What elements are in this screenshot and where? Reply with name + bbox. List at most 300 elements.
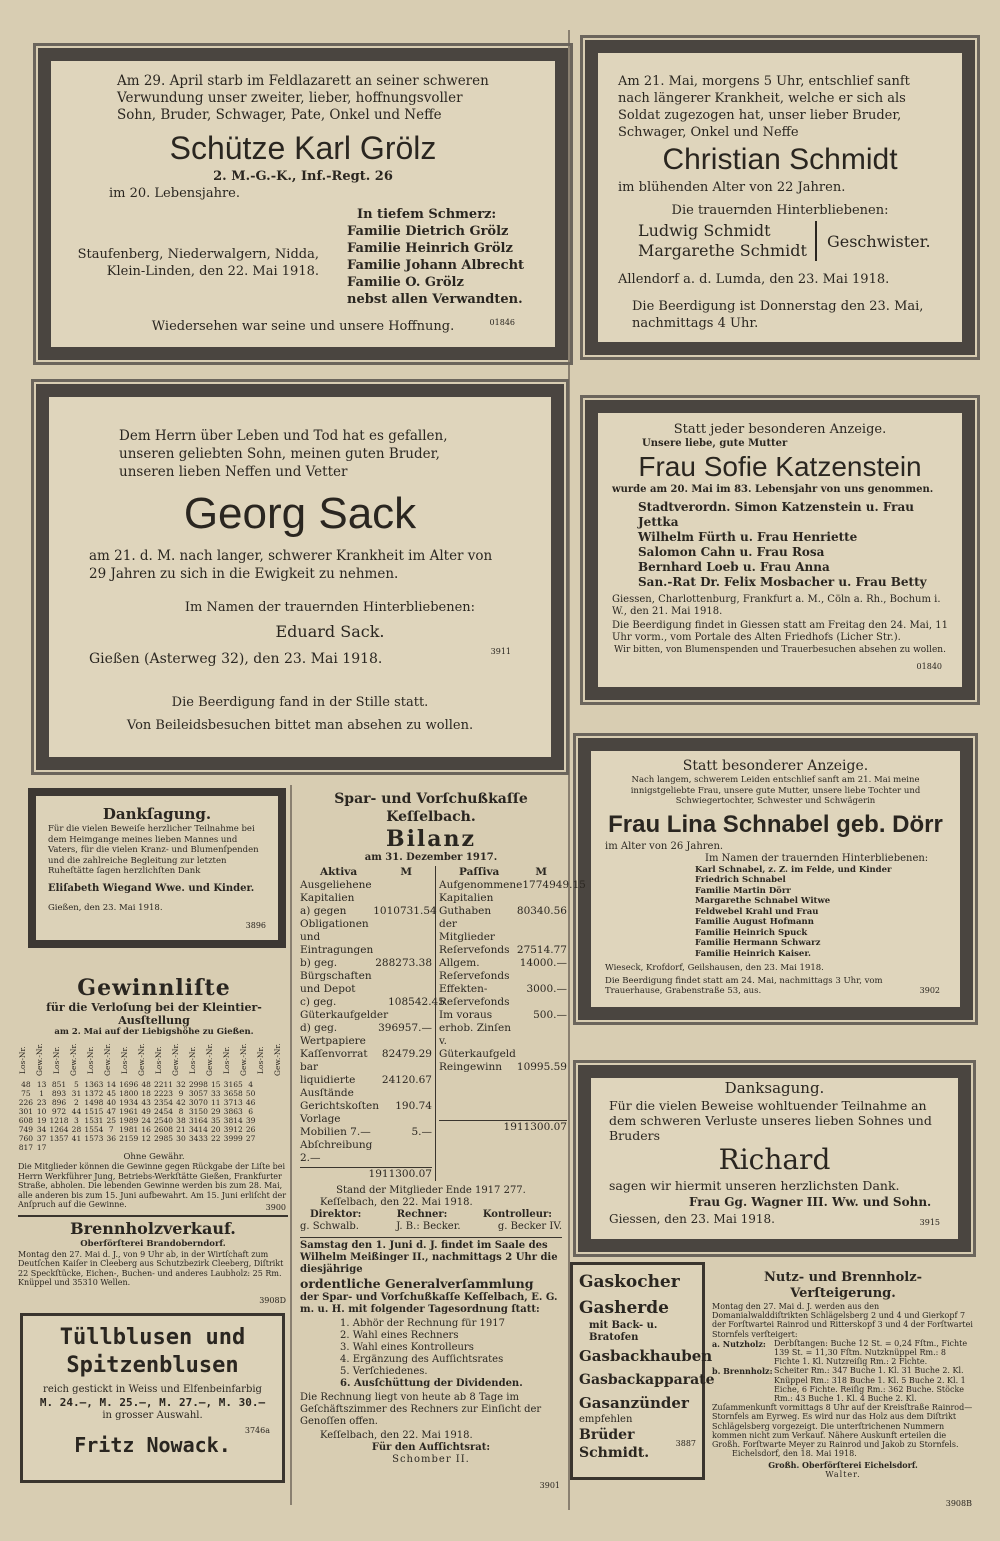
prize-rows <box>18 1080 290 1152</box>
ad-code: 3908B <box>945 1499 972 1508</box>
prize-table <box>18 1040 290 1080</box>
board-name: Schomber II. <box>392 1454 470 1465</box>
prize-cell: 1531 <box>84 1115 104 1125</box>
mourner: Familie August Hofmann <box>695 917 814 927</box>
ad-date: am 2. Mai auf der Liebigshöhe zu Gießen. <box>54 1027 254 1037</box>
passiva-column <box>436 866 586 1181</box>
prize-cell: 3912 <box>223 1124 243 1134</box>
prize-cell <box>189 1143 208 1152</box>
prize-cell: 43 <box>141 1097 151 1107</box>
aktiva-row <box>300 1100 432 1126</box>
prize-cell: 45 <box>106 1088 117 1098</box>
deceased-name: Georg Sack <box>183 489 417 538</box>
prize-cell: 4 <box>248 1079 254 1089</box>
prize-cell: 46 <box>245 1097 256 1107</box>
brennholz-versteigerung <box>708 1270 978 1510</box>
prize-cell: 39 <box>245 1115 256 1125</box>
obituary-intro: Nach langem, schwerem Leiden entschlief sanft am 21. Mai meine innigstgeliebte Frau, unsere gute Mutter, unsere liebe Tochter und Schwiegertochter, Schwester und Schwägerin <box>630 775 921 806</box>
treasurer: J. B.: Becker. <box>396 1221 461 1232</box>
row-label: Allgem. Reſervefonds <box>439 957 510 982</box>
mourner: Bernhard Loeb u. Frau Anna <box>638 560 830 574</box>
prize-cell: 2354 <box>153 1097 174 1107</box>
place-date: Klein-Linden, den 22. Mai 1918. <box>106 264 319 279</box>
prize-cell: 1218 <box>49 1115 69 1125</box>
prize-cell: 40 <box>106 1097 117 1107</box>
passiva-row <box>439 944 567 957</box>
prize-cell: 23 <box>36 1097 47 1107</box>
ad-text: Für die vielen Beweiſe herzlicher Teilnahme bei dem Heimgange meines lieben Mannes und Vaters, für die vielen Kranz- und Blumenſpenden und die zahlreiche Begleitung zur letzten Ruheſtätte ſagen herzlichſten Dank <box>48 824 259 876</box>
prize-cell <box>259 1089 275 1098</box>
ad-title: Nutz- und Brennholz-Verſteigerung. <box>763 1270 922 1301</box>
currency: M <box>400 866 412 878</box>
prize-cell: 3658 <box>223 1088 243 1098</box>
prize-cell: 3863 <box>223 1106 243 1116</box>
mourner: Familie O. Grölz <box>347 275 464 290</box>
row-label: Reſervefonds <box>439 944 510 956</box>
prize-cell <box>274 1107 290 1116</box>
row-value: 190.74 <box>395 1100 432 1112</box>
prize-cell: 1363 <box>84 1079 104 1089</box>
obituary-georg-sack <box>36 384 564 770</box>
prize-cell: 44 <box>71 1106 82 1116</box>
mourner: San.-Rat Dr. Felix Mosbacher u. Frau Betty <box>638 575 927 589</box>
brennholzverkauf <box>18 1215 288 1305</box>
prize-cell: 49 <box>141 1106 151 1116</box>
prize-cell <box>173 1143 189 1152</box>
col-header: Los-Nr. <box>154 1045 163 1074</box>
col-header: Los-Nr. <box>86 1045 95 1074</box>
obituary-text: am 21. d. M. nach langer, schwerer Krankheit im Alter von 29 Jahren zu sich in die Ewigkeit zu nehmen. <box>89 548 493 582</box>
members: Stand der Mitglieder Ende 1917 277. <box>336 1185 526 1196</box>
prize-cell: 749 <box>18 1124 34 1134</box>
prize-cell <box>69 1143 85 1152</box>
prize-cell <box>259 1143 275 1152</box>
danksagung-wiegand <box>28 788 286 948</box>
col-header: Los-Nr. <box>120 1045 129 1074</box>
prize-cell: 1372 <box>84 1088 104 1098</box>
prize-cell: 3165 <box>223 1079 243 1089</box>
prize-cell: 2608 <box>153 1124 174 1134</box>
row-value: 27514.77 <box>516 944 567 956</box>
ad-code: 3901 <box>539 1481 560 1490</box>
prize-cell: 893 <box>51 1088 67 1098</box>
prize-cell <box>274 1116 290 1125</box>
passiva-row <box>439 905 567 944</box>
prize-cell <box>224 1143 243 1152</box>
place-date: Eichelsdorf, den 18. Mai 1918. <box>732 1449 857 1459</box>
row-label: Aufgenommene Kapitalien <box>439 879 523 904</box>
mourner: Karl Schnabel, z. Z. im Felde, und Kinder <box>695 864 892 875</box>
prize-cell: 13 <box>36 1079 47 1089</box>
row-label: Guthaben der Mitglieder <box>439 905 495 943</box>
prize-cell: 2159 <box>119 1133 139 1143</box>
prize-cell: 19 <box>36 1115 47 1125</box>
ad-text: in grosser Auswahl. <box>102 1410 203 1421</box>
row-label: d) geg. Wertpapiere <box>300 1022 366 1047</box>
mourner: Wilhelm Fürth u. Frau Henriette <box>638 530 858 544</box>
prize-cell: 6 <box>248 1106 254 1116</box>
no-warranty: Ohne Gewähr. <box>123 1151 185 1162</box>
total: 1911300.07 <box>503 1121 567 1133</box>
row-value: 5.— <box>411 1126 432 1138</box>
prize-cell <box>259 1107 275 1116</box>
ad-text: reich gestickt in Weiss und Elfenbeinfarbig <box>43 1384 262 1395</box>
prize-cell: 42 <box>176 1097 186 1107</box>
prize-cell: 30 <box>176 1133 186 1143</box>
col-header: Gew.-Nr. <box>205 1043 214 1076</box>
prize-cell: 3713 <box>223 1097 243 1107</box>
prize-cell: 3 <box>74 1115 79 1125</box>
mourner: nebst allen Verwandten. <box>347 292 523 307</box>
col-header: Gew.-Nr. <box>35 1043 44 1076</box>
aktiva-column <box>300 866 445 1181</box>
mourner: Familie Heinrich Spuck <box>695 927 808 938</box>
prize-cell: 21 <box>176 1124 186 1134</box>
prize-cell: 972 <box>51 1106 67 1116</box>
place-date: Gießen (Asterweg 32), den 23. Mai 1918. <box>89 651 383 667</box>
regiment: 2. M.-G.-K., Inf.-Regt. 26 <box>213 169 393 184</box>
aktiva-row <box>300 879 432 905</box>
prize-cell: 26 <box>245 1124 256 1134</box>
prize-cell: 9 <box>178 1088 184 1098</box>
prize-cell: 1 <box>39 1088 44 1098</box>
shop-name: Fritz Nowack. <box>74 1433 231 1457</box>
prize-cell: 2 <box>74 1097 79 1107</box>
row-label: liquidierte Ausſtände <box>300 1074 356 1099</box>
row-value: 3000.— <box>526 983 567 995</box>
ad-subtitle: für die Verloſung bei der Kleintier-Ausſtellung <box>46 1001 262 1027</box>
prize-cell: 1934 <box>119 1097 139 1107</box>
agenda-item: 4. Ergänzung des Aufſichtsrates <box>340 1354 504 1365</box>
signer: Frau Gg. Wagner III. Ww. und Sohn. <box>689 1195 932 1209</box>
prize-cell <box>259 1134 275 1143</box>
ad-code: 3746a <box>244 1426 270 1435</box>
col-header: Los-Nr. <box>222 1045 231 1074</box>
obituary-intro: Am 21. Mai, morgens 5 Uhr, entschlief sanft nach längerer Krankheit, welche er sich als Soldat zugezogen hat, unser lieber Bruder, Schwager, Onkel und Neffe <box>618 74 910 140</box>
bilanz-heading: Bilanz <box>385 826 477 852</box>
prize-cell: 8 <box>178 1106 184 1116</box>
prize-cell: 1800 <box>119 1088 139 1098</box>
prize-cell: 27 <box>245 1133 256 1143</box>
prize-cell <box>274 1143 290 1152</box>
tuellblusen-ad <box>20 1313 285 1483</box>
deceased-name: Frau Sofie Katzenstein <box>638 451 922 482</box>
ad-headline: Tüllblusen und <box>59 1325 246 1350</box>
row-value: 1010731.54 <box>373 905 437 917</box>
shop-name: Brüder Schmidt. <box>579 1427 650 1461</box>
currency: M <box>535 866 547 878</box>
prize-cell <box>274 1080 290 1089</box>
role-label: Rechner: <box>396 1209 448 1220</box>
passiva-row <box>439 957 567 983</box>
prize-cell <box>274 1098 290 1107</box>
prize-cell: 28 <box>71 1124 82 1134</box>
prize-cell: 301 <box>18 1106 34 1116</box>
prize-cell: 3164 <box>188 1115 208 1125</box>
ad-subtitle: Oberförſterei Brandoberndorf. <box>80 1239 226 1249</box>
prize-cell: 1498 <box>84 1097 104 1107</box>
agenda-item: 1. Abhör der Rechnung für 1917 <box>340 1318 505 1329</box>
mourner: Familie Heinrich Kaiser. <box>695 948 811 959</box>
passiva-row <box>439 1009 567 1061</box>
prize-cell <box>259 1125 275 1134</box>
funeral-notice: Die Beerdigung findet in Giessen statt am Freitag den 24. Mai, 11 Uhr vorm., vom Portale des Alten Friedhofs (Licher Str.). <box>612 620 948 643</box>
obituary-lina-schnabel <box>578 738 973 1020</box>
mourners-heading: In tiefem Schmerz: <box>357 207 497 222</box>
ad-title: Brennholzverkauf. <box>70 1219 236 1238</box>
section-text: Scheiter Rm.: 347 Buche 1. Kl. 31 Buche 2. Kl. Knüppel Rm.: 318 Buche 1. Kl. 5 Buche 2. Kl. 1 Eiche, 6 Fichte. Reiſig Rm.: 362 Buche. Stöcke Rm.: 43 Buche 1. Kl. 4 Buche 2. Kl. <box>774 1366 966 1404</box>
ad-code: 01840 <box>916 662 942 671</box>
aktiva-row <box>300 996 445 1022</box>
agenda-item: 3. Wahl eines Kontrolleurs <box>340 1342 474 1353</box>
prices: M. 24.—, M. 25.—, M. 27.—, M. 30.— <box>39 1396 266 1409</box>
prize-cell: 1696 <box>119 1079 139 1089</box>
prize-cell: 50 <box>245 1088 256 1098</box>
agenda-item: 6. Ausſchüttung der Dividenden. <box>340 1378 523 1389</box>
prize-cell: 1515 <box>84 1106 104 1116</box>
prize-cell: 15 <box>211 1079 221 1089</box>
prize-cell: 2454 <box>153 1106 174 1116</box>
prize-cell: 1981 <box>119 1124 139 1134</box>
signer: Eduard Sack. <box>275 622 385 641</box>
col-header: Los-Nr. <box>52 1045 61 1074</box>
prize-cell: 3150 <box>188 1106 208 1116</box>
row-label: Im voraus erhob. Zinſen v. Güterkaufgeld <box>439 1009 516 1060</box>
prize-cell: 22 <box>211 1133 221 1143</box>
row-label: Effekten-Reſervefonds <box>439 983 510 1008</box>
prize-cell <box>274 1089 290 1098</box>
passiva-row <box>439 879 586 905</box>
meeting-notice: Samstag den 1. Juni d. J. findet im Saale des Wilhelm Meißinger II., nachmittags 2 Uhr die diesjährige <box>300 1240 558 1275</box>
ad-title: Dankſagung. <box>102 805 212 823</box>
aktiva-label: Aktiva <box>320 866 358 878</box>
aktiva-row <box>300 1074 432 1100</box>
obituary-sofie-katzenstein <box>585 400 975 700</box>
prize-cell: 48 <box>141 1079 151 1089</box>
sparkasse-bilanz <box>296 790 586 1510</box>
product: Gasbackhauben <box>579 1347 713 1365</box>
total: 1911300.07 <box>368 1168 432 1180</box>
product: Gasherde <box>579 1298 669 1318</box>
prize-cell: 1961 <box>119 1106 139 1116</box>
row-value: 500.— <box>533 1009 567 1021</box>
prize-cell: 2985 <box>153 1133 174 1143</box>
prize-cell: 33 <box>211 1088 221 1098</box>
row-label: Mobilien 7.— Abſchreibung 2.— <box>300 1126 373 1164</box>
col-header: Gew.-Nr. <box>171 1043 180 1076</box>
prize-cell: 817 <box>18 1142 34 1152</box>
mourner: Feldwebel Krahl und Frau <box>695 906 819 917</box>
prize-cell: 2211 <box>153 1079 174 1089</box>
section-label: a. Nutzholz: <box>712 1338 766 1349</box>
prize-cell: 17 <box>36 1142 47 1152</box>
row-label: c) geg. Güterkaufgelder <box>300 996 389 1021</box>
section-text: Derbſtangen: Buche 12 St. = 0,24 Fſtm., Fichte 139 St. = 11,30 Fſtm. Nutzknüppel Rm.: 8 Fichte 1. Kl. Nutzreiſig Rm.: 2 Fichte. <box>774 1338 968 1367</box>
column-divider-left <box>290 785 292 1505</box>
meeting-of: der Spar- und Vorſchußkaſſe Keſſelbach, E. G. m. u. H. mit folgender Tagesordnung ſtatt: <box>300 1292 558 1315</box>
ad-code: 3915 <box>919 1218 940 1227</box>
mourner: Familie Hermann Schwarz <box>695 938 821 948</box>
ad-text: Die Rechnung liegt von heute ab 8 Tage im Geſchäftszimmer des Rechners zur Einſicht der Genoſſen offen. <box>300 1392 542 1427</box>
signer: Eliſabeth Wiegand Wwe. und Kinder. <box>48 882 255 894</box>
row-value: 24120.67 <box>381 1074 432 1086</box>
product: Gasanzünder <box>579 1394 689 1412</box>
agenda-item: 2. Wahl eines Rechners <box>340 1330 459 1341</box>
ad-code: 3887 <box>675 1439 696 1448</box>
obituary-karl-groelz <box>38 48 568 360</box>
row-label: Gerichtskoſten Vorlage <box>300 1100 379 1125</box>
col-header: Gew.-Nr. <box>103 1043 112 1076</box>
row-value: 82479.29 <box>381 1048 432 1060</box>
funeral-notice: Die Beerdigung findet statt am 24. Mai, nachmittags 3 Uhr, vom Trauerhause, Grabenstraße 53, aus. <box>605 975 883 996</box>
funeral-notice: Die Beerdigung ist Donnerstag den 23. Mai, nachmittags 4 Uhr. <box>632 299 924 331</box>
prize-cell: 608 <box>18 1115 34 1125</box>
prize-cell: 18 <box>141 1088 151 1098</box>
prize-cell: 851 <box>51 1079 67 1089</box>
col-header: Gew.-Nr. <box>137 1043 146 1076</box>
mourner: Familie Martin Dörr <box>695 885 791 896</box>
place-date: Gießen, den 23. Mai 1918. <box>48 902 163 913</box>
sibling: Margarethe Schmidt <box>638 241 807 260</box>
prize-cell: 3433 <box>188 1133 208 1143</box>
prize-cell: 48 <box>21 1079 31 1089</box>
prize-cell: 24 <box>141 1115 151 1125</box>
place-line: Staufenberg, Niederwalgern, Nidda, <box>77 247 319 262</box>
prize-cell: 1989 <box>119 1115 139 1125</box>
prize-cell: 14 <box>106 1079 117 1089</box>
prize-cell <box>119 1143 138 1152</box>
recommend: empfehlen <box>579 1414 633 1425</box>
board-label: Für den Aufſichtsrat: <box>371 1442 491 1453</box>
prize-cell <box>243 1143 259 1152</box>
obituary-text: wurde am 20. Mai im 83. Lebensjahr von uns genommen. <box>612 484 934 495</box>
obituary-intro: Am 29. April starb im Feldlazarett an seiner schweren Verwundung unser zweiter, lieber, hoffnungsvoller Sohn, Bruder, Schwager, Pate, Onkel und Neffe <box>117 73 489 123</box>
prize-cell: 41 <box>71 1133 82 1143</box>
passiva-label: Paſſiva <box>459 866 500 878</box>
prize-cell: 896 <box>51 1097 67 1107</box>
prize-cell: 29 <box>211 1106 221 1116</box>
row-value: 14000.— <box>519 957 567 969</box>
row-value: 10995.59 <box>516 1061 567 1073</box>
row-label: a) gegen Obligationen und Eintragungen <box>300 905 374 956</box>
age: im Alter von 26 Jahren. <box>605 840 724 852</box>
ad-code: 3900 <box>265 1203 286 1212</box>
prize-cell: 47 <box>106 1106 117 1116</box>
agenda-item: 5. Verſchiedenes. <box>340 1366 428 1377</box>
prize-cell: 36 <box>106 1133 117 1143</box>
meeting-title: ordentliche Generalverſammlung <box>300 1276 534 1291</box>
prize-cell: 1357 <box>49 1133 69 1143</box>
ad-header: Statt besonderer Anzeige. <box>682 758 869 774</box>
deceased-name: Richard <box>718 1143 831 1176</box>
ad-code: 01846 <box>489 318 515 327</box>
prize-cell <box>259 1116 275 1125</box>
col-header: Gew.-Nr. <box>273 1043 282 1076</box>
role-label: Kontrolleur: <box>482 1209 552 1220</box>
mourners-heading: Im Namen der trauernden Hinterbliebenen: <box>184 600 476 615</box>
place-date: Allendorf a. d. Lumda, den 23. Mai 1918. <box>618 272 890 287</box>
prize-cell <box>259 1080 275 1089</box>
place-date: Giessen, Charlottenburg, Frankfurt a. M., Cöln a. Rh., Bochum i. W., den 21. Mai 1918. <box>612 594 941 617</box>
thanks: sagen wir hiermit unseren herzlichsten Dank. <box>609 1178 900 1193</box>
col-header: Los-Nr. <box>188 1045 197 1074</box>
place-date: Keſſelbach, den 22. Mai 1918. <box>320 1430 473 1441</box>
deceased-name: Schütze Karl Grölz <box>169 130 437 166</box>
prize-cell: 20 <box>211 1124 221 1134</box>
prize-cell <box>274 1125 290 1134</box>
prize-cell: 75 <box>21 1088 31 1098</box>
row-value: 1774949.15 <box>522 879 586 891</box>
prize-cell: 5 <box>74 1079 79 1089</box>
aktiva-row <box>300 1048 432 1074</box>
mourner: Salomon Cahn u. Frau Rosa <box>638 545 825 559</box>
col-header: Gew.-Nr. <box>69 1043 78 1076</box>
row-value: 396957.— <box>378 1022 432 1034</box>
age: im 20. Lebensjahre. <box>109 186 241 201</box>
office-name: Walter. <box>825 1470 861 1480</box>
ad-text: Montag den 27. Mai d. J. werden aus den Domanialwalddiſtrikten Schlägelsberg 2 und 4 und Gierkopf 7 der Forſtwartei Rainrod und Ritterskopf 3 und 4 der Forſtwartei Stornfels verſteigert: <box>712 1302 973 1339</box>
prize-cell: 2540 <box>153 1115 174 1125</box>
aktiva-row <box>300 905 437 957</box>
meeting-notice: Zuſammenkunft vormittags 8 Uhr auf der Kreisſtraße Rainrod—Stornfels am Eyrweg. Es wird nur das Holz aus dem Diſtrikt Schlägelsberg vorgezeigt. Die unterſtrichenen Nummern kommen nicht zum Verkauf. Nähere Auskunft erteilen die Großh. Forſtwarte Meyer zu Rainrod und Jakob zu Stornfels. <box>712 1403 973 1450</box>
product: Gaskocher <box>579 1272 680 1292</box>
prize-cell: 38 <box>176 1115 186 1125</box>
row-label: Reingewinn <box>439 1061 503 1073</box>
ad-headline: Spitzenblusen <box>66 1353 239 1378</box>
deceased-name: Christian Schmidt <box>662 143 898 176</box>
mourner: Familie Dietrich Grölz <box>347 224 509 239</box>
closing-line: Wiedersehen war seine und unsere Hoffnung. <box>151 319 455 334</box>
place-date: Keſſelbach, den 22. Mai 1918. <box>320 1197 473 1208</box>
obituary-christian-schmidt <box>585 40 975 355</box>
prize-cell: 2998 <box>188 1079 208 1089</box>
col-header: Gew.-Nr. <box>239 1043 248 1076</box>
row-value: 108542.45 <box>388 996 445 1008</box>
danksagung-richard <box>578 1065 971 1252</box>
obituary-intro: Dem Herrn über Leben und Tod hat es gefallen, unseren geliebten Sohn, meinen guten Bruder, unseren lieben Neffen und Vetter <box>119 428 448 480</box>
product-detail: mit Back- u. Bratofen <box>589 1320 658 1343</box>
passiva-row <box>439 983 567 1009</box>
row-label: Kaſſenvorrat bar <box>300 1048 368 1073</box>
prize-cell: 2223 <box>153 1088 174 1098</box>
place-date: Wieseck, Krofdorf, Geilshausen, den 23. Mai 1918. <box>605 963 824 973</box>
prize-cell: 32 <box>176 1079 186 1089</box>
aktiva-row <box>300 1022 432 1048</box>
siblings-label: Geschwister. <box>826 231 931 251</box>
prize-cell <box>138 1143 154 1152</box>
ad-text: Montag den 27. Mai d. J., von 9 Uhr ab, in der Wirtſchaft zum Deutſchen Kaiſer in Cleeberg aus Schutzbezirk Cleeberg, Diſtrikt 22 Speckſtücke, Eichen-, Buchen- und anderes Laubholz: 25 Rm. Knüppel und 35310 Wellen. <box>18 1249 284 1287</box>
prize-cell <box>49 1143 68 1152</box>
prize-cell: 1554 <box>84 1124 104 1134</box>
prize-cell: 34 <box>36 1124 47 1134</box>
controller: g. Becker IV. <box>497 1221 562 1232</box>
product: Gasbackapparate <box>579 1372 715 1388</box>
gewinnliste <box>18 975 290 1210</box>
mourner: Familie Heinrich Grölz <box>347 241 513 256</box>
col-header: Los-Nr. <box>256 1045 265 1074</box>
age: im blühenden Alter von 22 Jahren. <box>618 180 846 195</box>
role-label: Direktor: <box>310 1209 362 1220</box>
ad-code: 3908D <box>259 1296 286 1305</box>
prize-cell: 7 <box>108 1124 114 1134</box>
prize-cell: 11 <box>211 1097 221 1107</box>
ad-header: Statt jeder besonderen Anzeige. <box>673 422 887 437</box>
prize-cell: 3070 <box>188 1097 208 1107</box>
prize-cell: 10 <box>36 1106 47 1116</box>
mourners-heading: Im Namen der trauernden Hinterbliebenen: <box>705 852 929 864</box>
prize-cell: 760 <box>18 1133 34 1143</box>
ad-code: 3896 <box>245 921 266 930</box>
